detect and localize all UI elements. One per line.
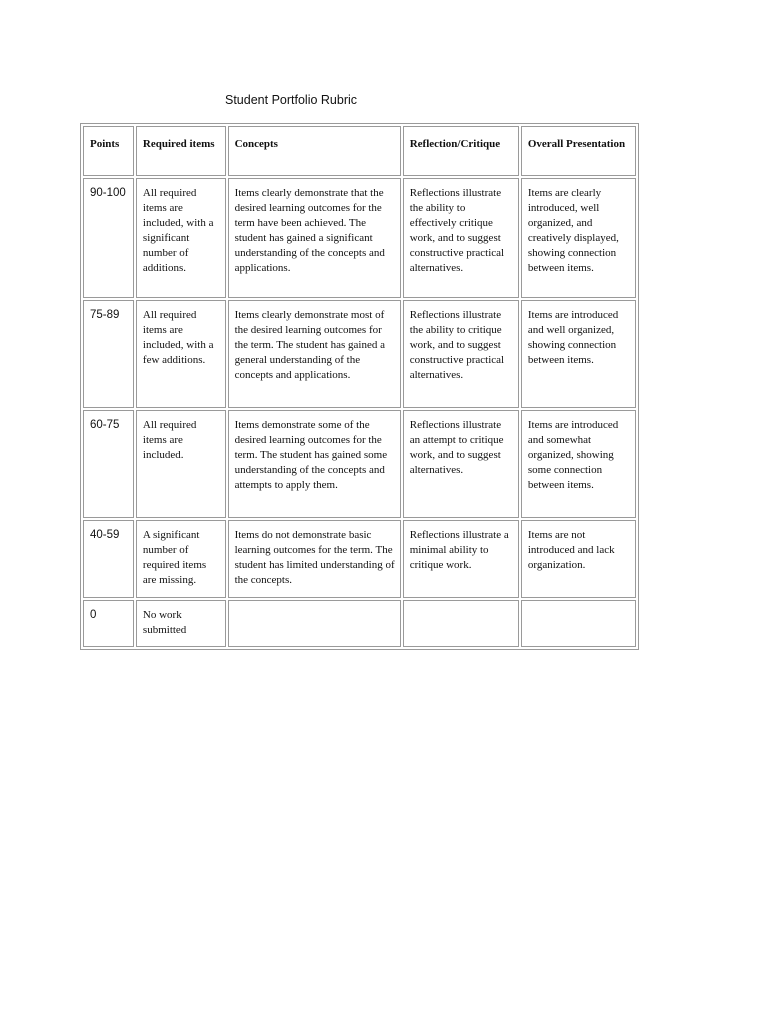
table-header-row [83,126,636,176]
reflection-cell: Reflections illustrate a minimal ability to critique work. [403,520,519,598]
concepts-cell: Items clearly demonstrate that the desired learning outcomes for the term have been achieved. The student has gained a significant understanding of the concepts and applications. [228,178,401,298]
points-cell: 0 [83,600,134,647]
concepts-cell: Items do not demonstrate basic learning outcomes for the term. The student has limited understanding of the concepts. [228,520,401,598]
presentation-cell: Items are clearly introduced, well organized, and creatively displayed, showing connection between items. [521,178,636,298]
header-points: Points [83,126,134,176]
header-overall-presentation: Overall Presentation [521,126,636,176]
points-cell: 60-75 [83,410,134,518]
table-row [83,410,636,518]
concepts-cell [228,600,401,647]
required-items-cell: All required items are included. [136,410,226,518]
rubric-table [80,123,639,650]
header-required-items: Required items [136,126,226,176]
presentation-cell [521,600,636,647]
points-cell: 40-59 [83,520,134,598]
reflection-cell: Reflections illustrate the ability to effectively critique work, and to suggest constructive practical alternatives. [403,178,519,298]
table-row [83,520,636,598]
required-items-cell: All required items are included, with a few additions. [136,300,226,408]
required-items-cell: All required items are included, with a significant number of additions. [136,178,226,298]
required-items-cell: No work submitted [136,600,226,647]
concepts-cell: Items clearly demonstrate most of the desired learning outcomes for the term. The student has gained a general understanding of the concepts and applications. [228,300,401,408]
presentation-cell: Items are not introduced and lack organization. [521,520,636,598]
table-row [83,300,636,408]
reflection-cell: Reflections illustrate the ability to critique work, and to suggest constructive practical alternatives. [403,300,519,408]
header-concepts: Concepts [228,126,401,176]
header-reflection-critique: Reflection/Critique [403,126,519,176]
table-row [83,600,636,647]
concepts-cell: Items demonstrate some of the desired learning outcomes for the term. The student has gained some understanding of the concepts and attempts to apply them. [228,410,401,518]
reflection-cell [403,600,519,647]
points-cell: 75-89 [83,300,134,408]
presentation-cell: Items are introduced and somewhat organized, showing some connection between items. [521,410,636,518]
presentation-cell: Items are introduced and well organized, showing connection between items. [521,300,636,408]
required-items-cell: A significant number of required items are missing. [136,520,226,598]
page-title: Student Portfolio Rubric [225,93,358,107]
table-row [83,178,636,298]
reflection-cell: Reflections illustrate an attempt to critique work, and to suggest alternatives. [403,410,519,518]
points-cell: 90-100 [83,178,134,298]
